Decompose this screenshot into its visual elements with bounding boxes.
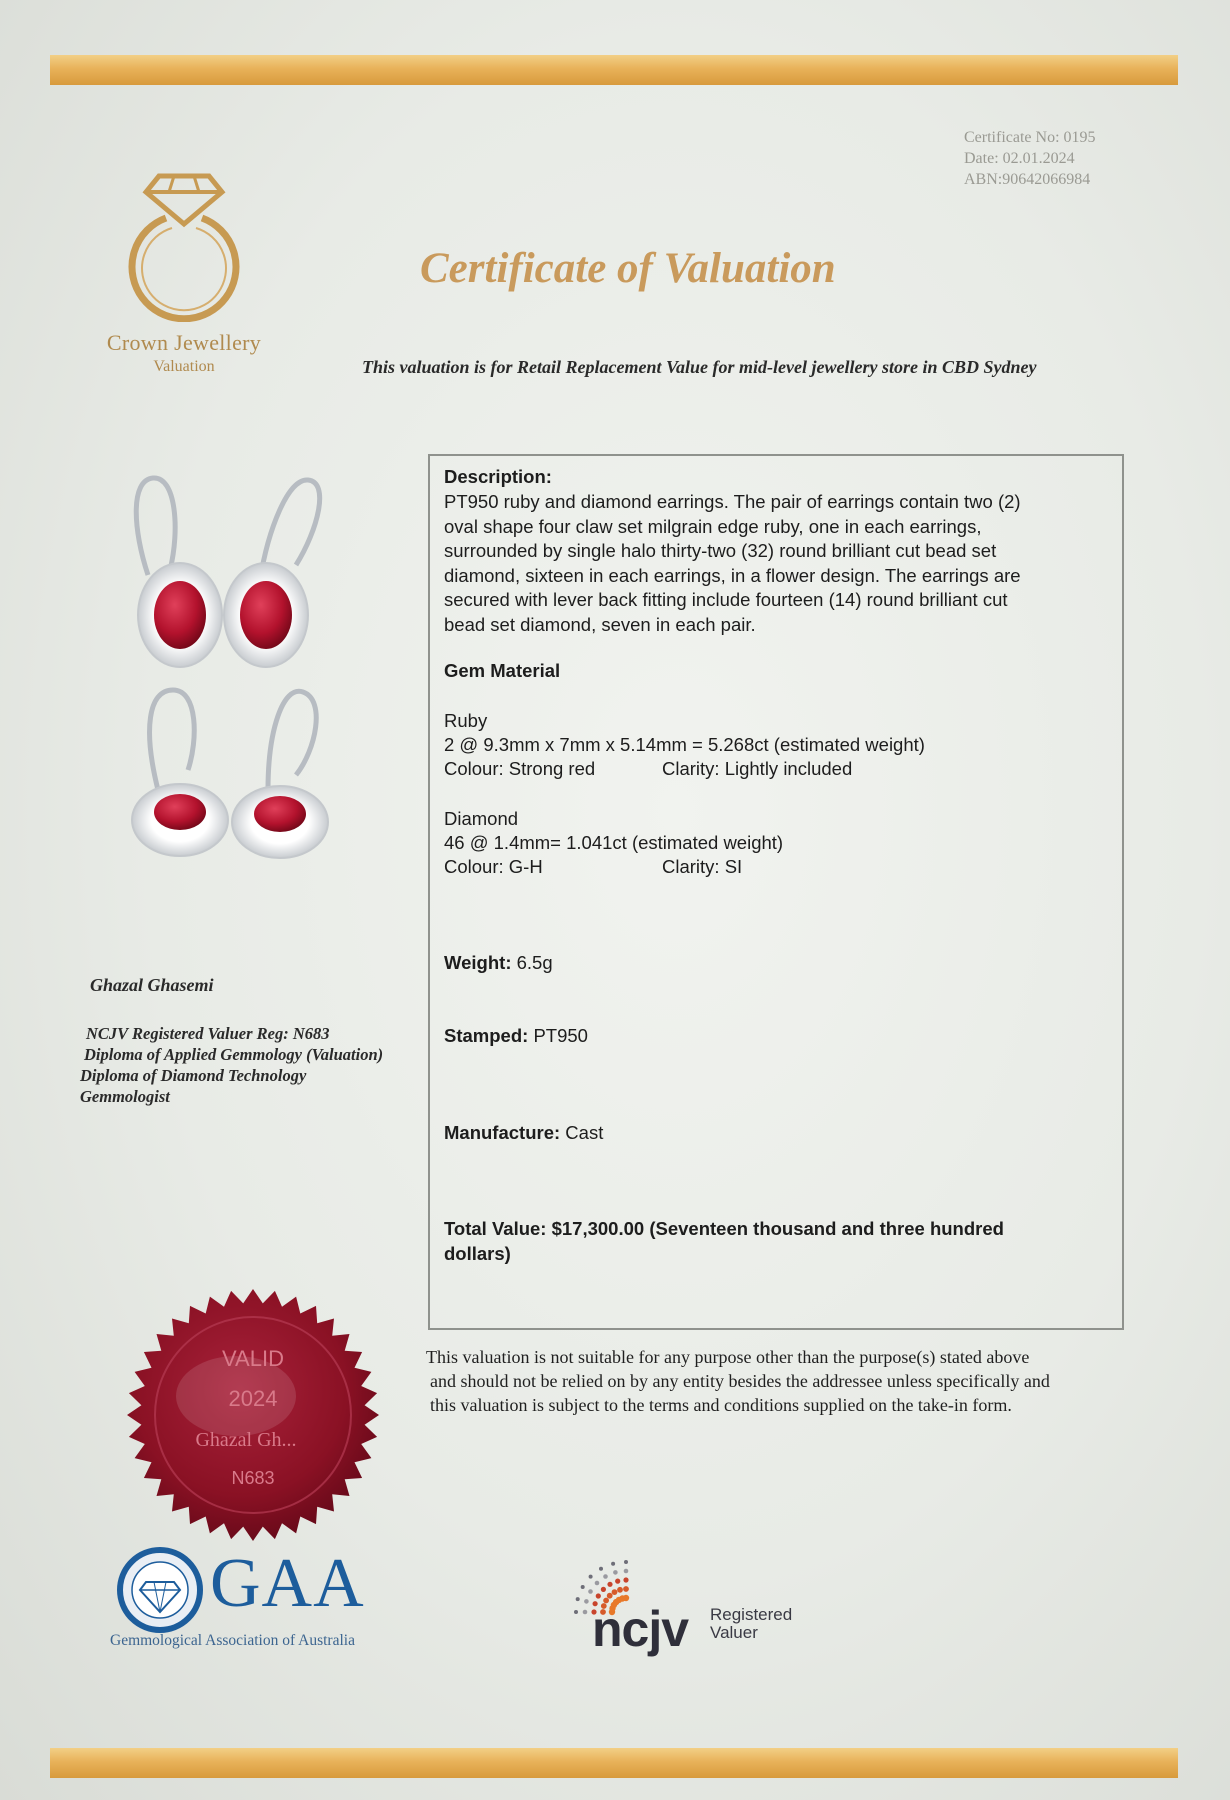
stamped-row <box>444 1025 1104 1047</box>
ruby-clarity: Clarity: Lightly included <box>662 758 853 779</box>
valuer-credential: Gemmologist <box>80 1087 170 1106</box>
ring-diamond-icon <box>114 162 254 322</box>
ncjv-dot <box>623 1577 628 1582</box>
ncjv-dot <box>588 1589 593 1594</box>
ncjv-logo <box>562 1550 822 1660</box>
manufacture-value: Cast <box>565 1122 604 1143</box>
seal-text: VALID <box>222 1346 284 1371</box>
ncjv-dot <box>589 1575 593 1579</box>
gaa-full-name: Gemmological Association of Australia <box>110 1632 355 1649</box>
disclaimer-line: and should not be relied on by any entity besides the addressee unless specifically and <box>430 1371 1050 1391</box>
description-line: secured with lever back fitting include fourteen (14) round brilliant cut <box>444 589 1008 610</box>
ncjv-subtitle <box>710 1606 792 1642</box>
ncjv-dot <box>607 1593 613 1599</box>
total-value-line: dollars) <box>444 1243 511 1264</box>
weight-row <box>444 952 1104 974</box>
gem-material-heading: Gem Material <box>444 660 561 681</box>
description-box <box>428 454 1124 1330</box>
ncjv-dot <box>574 1610 578 1614</box>
top-gold-border <box>50 55 1178 85</box>
ruby-name: Ruby <box>444 710 488 731</box>
document-title: Certificate of Valuation <box>420 245 836 292</box>
valuer-credential: Diploma of Applied Gemmology (Valuation) <box>84 1045 384 1064</box>
diamond-colour: Colour: G-H <box>444 856 543 877</box>
total-value <box>444 1216 1104 1266</box>
ncjv-dot <box>613 1570 618 1575</box>
weight-label: Weight: <box>444 952 512 973</box>
ncjv-dot <box>603 1574 608 1579</box>
ncjv-name: ncjv <box>592 1601 689 1657</box>
ncjv-valuer: Valuer <box>710 1623 758 1642</box>
manufacture-label: Manufacture: <box>444 1122 561 1143</box>
ncjv-dot <box>624 1560 628 1564</box>
brand-name: Crown Jewellery <box>106 330 262 355</box>
ncjv-dot <box>611 1562 615 1566</box>
valuer-name: Ghazal Ghasemi <box>90 975 214 995</box>
ncjv-dot <box>601 1587 606 1592</box>
description-line: surrounded by single halo thirty-two (32) round brilliant cut bead set <box>444 540 997 561</box>
ruby-spec: 2 @ 9.3mm x 7mm x 5.14mm = 5.268ct (estimated weight) <box>444 734 925 755</box>
description-line: oval shape four claw set milgrain edge ruby, one in each earrings, <box>444 515 982 537</box>
ncjv-dot <box>623 1586 629 1592</box>
seal-icon <box>126 1288 380 1542</box>
description-heading: Description: <box>444 466 552 487</box>
disclaimer-line: this valuation is subject to the terms and conditions supplied on the take-in form. <box>430 1395 1012 1415</box>
document-subtitle: This valuation is for Retail Replacement Value for mid-level jewellery store in CBD Sydney <box>362 357 1037 377</box>
diamond-name: Diamond <box>444 808 519 829</box>
disclaimer <box>426 1345 1146 1417</box>
total-value-line: Total Value: $17,300.00 (Seventeen thousand and three hundred <box>444 1218 1004 1239</box>
certificate-number: Certificate No: 0195 <box>964 129 1096 146</box>
diamond-spec: 46 @ 1.4mm= 1.041ct (estimated weight) <box>444 832 784 853</box>
seal-text: 2024 <box>228 1386 278 1411</box>
ncjv-dot <box>576 1597 580 1601</box>
ncjv-dot <box>596 1593 601 1598</box>
certificate-meta <box>964 127 1174 190</box>
bottom-gold-border <box>50 1748 1178 1778</box>
ncjv-dot <box>612 1589 618 1595</box>
seal-text: Ghazal Gh... <box>195 1429 297 1451</box>
earrings-illustration <box>118 470 358 890</box>
earrings-photo <box>118 470 358 890</box>
ncjv-dot <box>595 1581 600 1586</box>
ruby-colour: Colour: Strong red <box>444 758 596 779</box>
valuer-credential: NCJV Registered Valuer Reg: N683 <box>86 1024 330 1043</box>
ncjv-dot <box>584 1599 589 1604</box>
ncjv-dot <box>583 1610 588 1615</box>
ncjv-dot <box>607 1582 612 1587</box>
ncjv-dot <box>624 1569 629 1574</box>
gaa-diamond-emblem-icon <box>112 1546 208 1642</box>
stamped-label: Stamped: <box>444 1025 529 1046</box>
weight-value: 6.5g <box>516 952 553 973</box>
ncjv-dot <box>599 1567 603 1571</box>
valuer-credential: Diploma of Diamond Technology <box>80 1066 307 1085</box>
ruby-grades <box>444 758 1104 780</box>
diamond-clarity: Clarity: SI <box>662 856 743 877</box>
disclaimer-line: This valuation is not suitable for any purpose other than the purpose(s) stated above <box>426 1347 1030 1367</box>
wax-seal <box>126 1288 380 1542</box>
certificate-abn: ABN:90642066984 <box>964 171 1091 188</box>
diamond-grades <box>444 856 1104 878</box>
crown-jewellery-logo <box>84 162 284 392</box>
certificate-date: Date: 02.01.2024 <box>964 150 1075 167</box>
ncjv-dot <box>615 1579 620 1584</box>
gaa-logo <box>108 1540 388 1660</box>
stamped-value: PT950 <box>533 1025 588 1046</box>
brand-subtitle: Valuation <box>153 358 215 375</box>
manufacture-row <box>444 1122 1104 1144</box>
ncjv-registered: Registered <box>710 1605 793 1624</box>
ncjv-dot <box>617 1587 623 1593</box>
gaa-name: GAA <box>210 1545 365 1622</box>
seal-text: N683 <box>231 1468 275 1488</box>
description-text <box>444 490 1104 637</box>
description-line: bead set diamond, seven in each pair. <box>444 613 756 635</box>
description-line: PT950 ruby and diamond earrings. The pair of earrings contain two (2) <box>444 491 1021 512</box>
ncjv-dot <box>581 1585 585 1589</box>
description-line: diamond, sixteen in each earrings, in a flower design. The earrings are <box>444 564 1021 586</box>
